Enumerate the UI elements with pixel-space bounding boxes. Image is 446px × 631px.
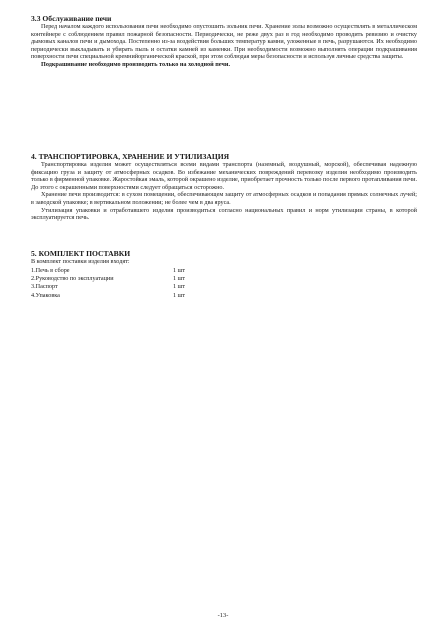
list-item <box>31 275 417 283</box>
delivery-intro: В комплект поставки изделия входят: <box>31 258 130 265</box>
maintenance-paragraph: Перед началом каждого использования печи необходимо опустошить зольник печи. Хранение золы возможно осуществлять в металлическом контейнере с соблюдением правил пожарной безопасности. Периодически, не реже двух раз в год необходимо проводить ревизию и очистку дымовых каналов печи и дымохода. Постепенно из-за воздействия больших температур камни, уложенные в печь, разрушаются. Их необходимо периодически выкладывать и убирать пыль и остатки камней из каменки. При необходимости возможно выполнять операции подкрашивания поверхности печи специальной кремнийорганической краской, при этом соблюдая меры безопасности и используя личные средства защиты. <box>31 23 417 61</box>
page-number: -13- <box>217 612 229 619</box>
section-delivery-set <box>31 249 417 300</box>
item-name: 1.Печь в сборе <box>31 266 70 274</box>
item-quantity: 1 шт <box>173 283 186 291</box>
item-name: 4.Упаковка <box>31 291 60 299</box>
item-name: 2.Руководство по эксплуатации <box>31 274 114 282</box>
section-heading-maintenance: 3.3 Обслуживание печи <box>31 14 112 23</box>
item-quantity: 1 шт <box>173 274 186 282</box>
item-quantity: 1 шт <box>173 266 186 274</box>
section-heading-transport: 4. ТРАНСПОРТИРОВКА, ХРАНЕНИЕ И УТИЛИЗАЦИЯ <box>31 152 230 161</box>
item-quantity: 1 шт <box>173 291 186 299</box>
section-heading-delivery: 5. КОМПЛЕКТ ПОСТАВКИ <box>31 249 131 258</box>
delivery-items-list <box>31 267 417 301</box>
list-item <box>31 283 417 291</box>
disposal-paragraph: Утилизация упаковки и отработавшего изделия производиться согласно национальных правил и норм утилизации страны, в которой эксплуатируется печь. <box>31 206 417 222</box>
list-item <box>31 267 417 275</box>
section-maintenance <box>31 14 417 69</box>
section-transport-storage <box>31 152 417 222</box>
maintenance-note: Подкрашивание необходимо производить только на холодной печи. <box>41 60 230 68</box>
list-item <box>31 292 417 300</box>
item-name: 3.Паспорт <box>31 283 58 291</box>
storage-paragraph: Хранение печи производится: в сухом помещении, обеспечивающем защиту от атмосферных осадков и попадания прямых солнечных лучей; в заводской упаковке; в вертикальном положении; не более чем в два яруса. <box>31 191 417 206</box>
transport-paragraph: Транспортировка изделия может осуществляться всеми видами транспорта (наземный, воздушный, морской), обеспечивая надежную фиксацию груза и защиту от атмосферных осадков. Во избежание механических повреждений перевозку изделия необходимо производить только в фирменной упаковке. Жаростойкая эмаль, которой окрашено изделие, приобретает прочность только после первого протапливания печи. До этого с окрашенными поверхностями следует обращаться осторожно. <box>31 161 417 191</box>
